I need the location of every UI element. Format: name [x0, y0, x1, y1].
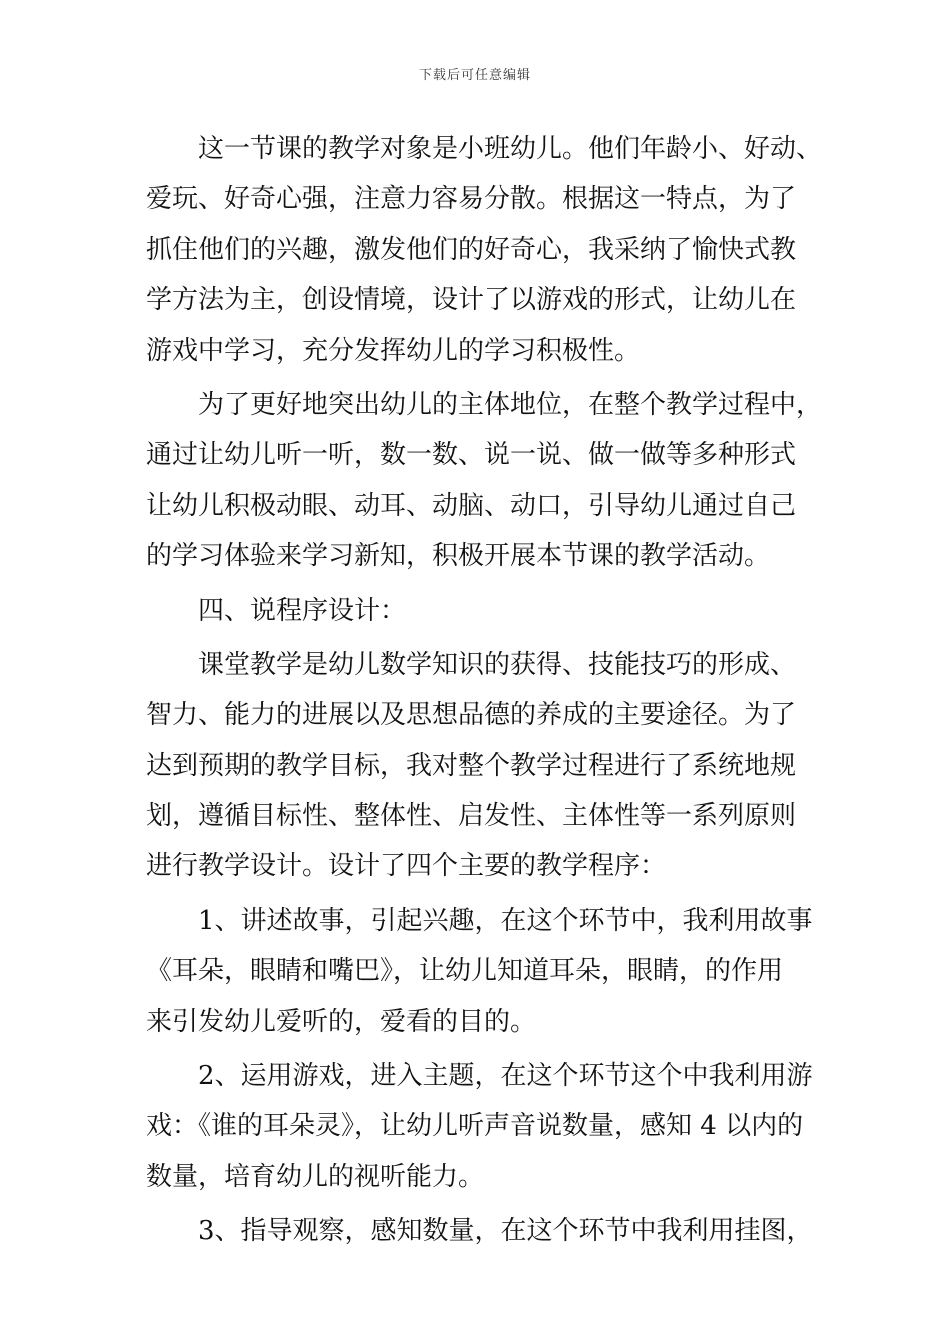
- document-body: [146, 124, 836, 1257]
- text-line: 来引发幼儿爱听的，爱看的目的。: [146, 1006, 537, 1037]
- paragraph-classroom-teaching: [146, 640, 836, 892]
- text-line: 数量，培育幼儿的视听能力。: [146, 1161, 485, 1192]
- text-line: 为了更好地突出幼儿的主体地位，在整个教学过程中，: [198, 389, 823, 420]
- text-line: 3、指导观察，感知数量，在这个环节中我利用挂图，: [198, 1216, 813, 1247]
- text-line: 这一节课的教学对象是小班幼儿。他们年龄小、好动、: [198, 134, 823, 164]
- text-line: 进行教学设计。设计了四个主要的教学程序：: [146, 851, 667, 882]
- section-heading-text: 四、说程序设计：: [198, 595, 407, 626]
- text-line: 通过让幼儿听一听，数一数、说一说、做一做等多种形式: [146, 440, 797, 471]
- paragraph-step-2: [146, 1051, 836, 1202]
- text-line: 达到预期的教学目标，我对整个教学过程进行了系统地规: [146, 750, 797, 781]
- paragraph-step-1: [146, 896, 836, 1047]
- text-line: 2、运用游戏，进入主题，在这个环节这个中我利用游: [198, 1061, 813, 1092]
- text-line: 的学习体验来学习新知，积极开展本节课的教学活动。: [146, 541, 771, 572]
- text-line: 智力、能力的进展以及思想品德的养成的主要途径。为了: [146, 700, 797, 731]
- paragraph-step-3: [146, 1206, 836, 1256]
- paragraph-subject-position: [146, 380, 836, 582]
- section-heading: [146, 586, 836, 636]
- text-line: 课堂教学是幼儿数学知识的获得、技能技巧的形成、: [198, 649, 797, 680]
- text-line: 戏：《谁的耳朵灵》，让幼儿听声音说数量，感知 4 以内的: [146, 1111, 804, 1142]
- text-line: 划，遵循目标性、整体性、启发性、主体性等一系列原则: [146, 801, 797, 832]
- text-line: 爱玩、好奇心强，注意力容易分散。根据这一特点，为了: [146, 184, 797, 215]
- text-line: 抓住他们的兴趣，激发他们的好奇心，我采纳了愉快式教: [146, 234, 797, 265]
- paragraph-teaching-target: [146, 124, 836, 376]
- text-line: 学方法为主，创设情境，设计了以游戏的形式，让幼儿在: [146, 285, 797, 316]
- text-line: 游戏中学习，充分发挥幼儿的学习积极性。: [146, 335, 641, 366]
- text-line: 让幼儿积极动眼、动耳、动脑、动口，引导幼儿通过自己: [146, 490, 797, 521]
- text-line: 1、讲述故事，引起兴趣，在这个环节中，我利用故事: [198, 905, 813, 936]
- page-header: 下载后可任意编辑: [418, 68, 531, 83]
- text-line: 《耳朵，眼睛和嘴巴》，让幼儿知道耳朵，眼睛，的作用: [146, 956, 784, 987]
